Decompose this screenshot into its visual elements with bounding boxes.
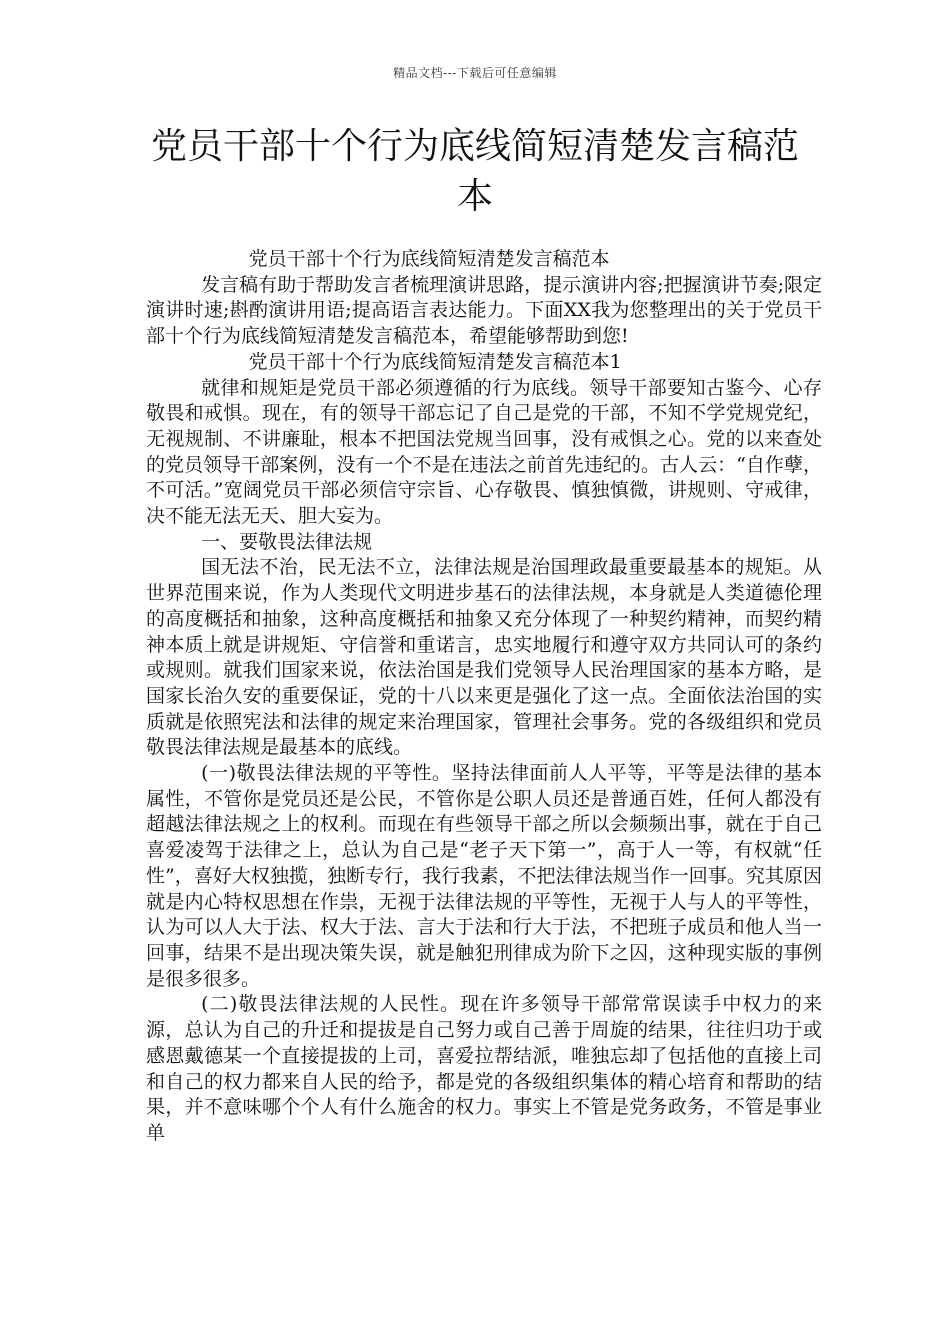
heading-respect-law: 一、要敬畏法律法规: [201, 530, 373, 553]
header-note: 精品文档---下载后可任意编辑: [393, 66, 557, 80]
section-title-sample-1: 党员干部十个行为底线简短清楚发言稿范本1: [248, 350, 622, 373]
document-title: 党员干部十个行为底线简短清楚发言稿范本: [150, 126, 799, 217]
paragraph-rule-of-law: 国无法不治，民无法不立，法律法规是治国理政最重要最基本的规矩。从世界范围来说，作为人类现代文明进步基石的法律法规，本身就是人类道德伦理的高度概括和抽象，这种高度概括和抽象又充分体现了一种契约精神，而契约精神本质上就是讲规矩、守信誉和重诺言，忠实地履行和遵守双方共同认可的条约或规则。就我们国家来说，依法治国是我们党领导人民治理国家的基本方略，是国家长治久安的重要保证，党的十八以来更是强化了这一点。全面依法治国的实质就是依照宪法和法律的规定来治理国家，管理社会事务。党的各级组织和党员敬畏法律法规是最基本的底线。: [146, 556, 822, 759]
paragraph-equality: (一)敬畏法律法规的平等性。坚持法律面前人人平等，平等是法律的基本属性，不管你是党员还是公民，不管你是公职人员还是普通百姓，任何人都没有超越法律法规之上的权利。而现在有些领导干部之所以会频频出事，就在于自己喜爱凌驾于法律之上，总认为自己是“老子天下第一”，高于人一等，有权就“任性”，喜好大权独揽，独断专行，我行我素，不把法律法规当作一回事。究其原因就是内心特权思想在作祟，无视于法律法规的平等性，无视于人与人的平等性，认为可以人大于法、权大于法、言大于法和行大于法，不把班子成员和他人当一回事，结果不是出现决策失误，就是触犯刑律成为阶下之囚，这种现实版的事例是很多很多。: [146, 762, 822, 990]
subtitle-line: 党员干部十个行为底线简短清楚发言稿范本: [248, 248, 610, 270]
paragraph-discipline: 就律和规矩是党员干部必须遵循的行为底线。领导干部要知古鉴今、心存敬畏和戒惧。现在，有的领导干部忘记了自己是党的干部，不知不学党规党纪，无视规制、不讲廉耻，根本不把国法党规当回事，没有戒惧之心。党的以来查处的党员领导干部案例，没有一个不是在违法之前首先违纪的。古人云：“自作孽，不可活。”宽阔党员干部必须信守宗旨、心存敬畏、慎独慎微，讲规则、守戒律，决不能无法无天、胆大妄为。: [146, 376, 822, 528]
intro-paragraph: 发言稿有助于帮助发言者梳理演讲思路，提示演讲内容;把握演讲节奏;限定演讲时速;斟酌演讲用语;提高语言表达能力。下面XX我为您整理出的关于党员干部十个行为底线简短清楚发言稿范本，希望能够帮助到您!: [146, 273, 822, 348]
document-body: [146, 247, 822, 1147]
paragraph-people: (二)敬畏法律法规的人民性。现在许多领导干部常常误读手中权力的来源，总认为自己的升迁和提拔是自己努力或自己善于周旋的结果，往往归功于或感恩戴德某一个直接提拔的上司，喜爱拉帮结派，唯独忘却了包括他的直接上司和自己的权力都来自人民的给予，都是党的各级组织集体的精心培育和帮助的结果，并不意味哪个个人有什么施舍的权力。事实上不管是党务政务，不管是事业单: [146, 993, 822, 1144]
